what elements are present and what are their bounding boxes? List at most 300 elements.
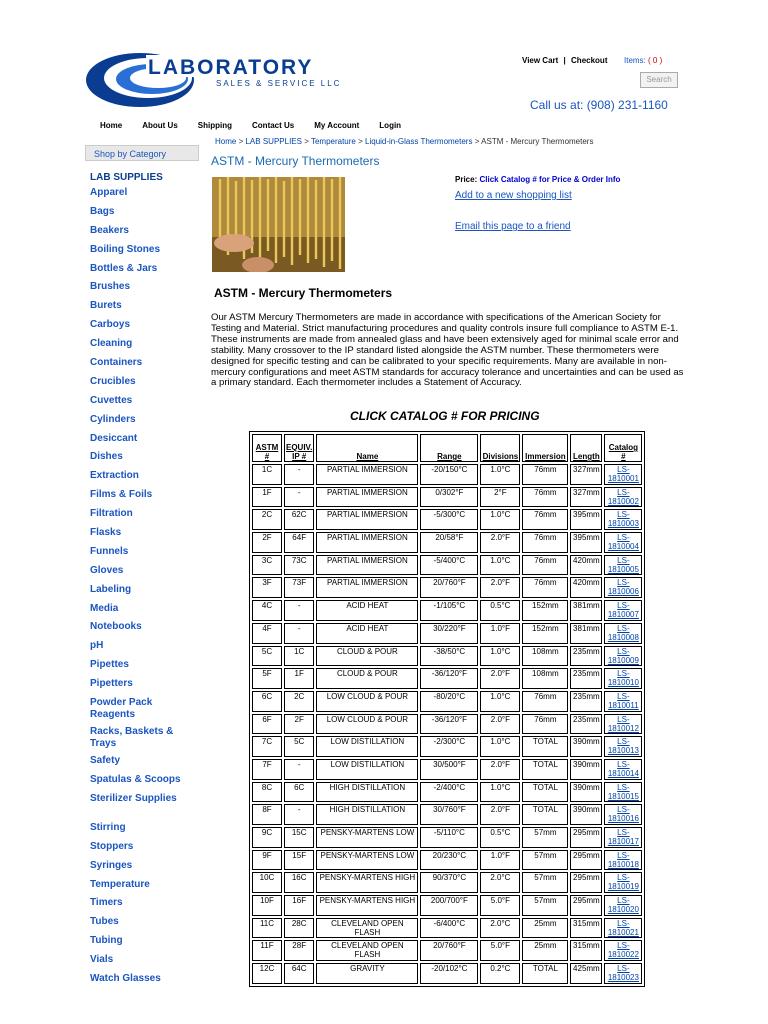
cell-name: LOW DISTILLATION: [316, 759, 418, 780]
table-row: [252, 600, 642, 621]
category-sidebar: [90, 172, 200, 992]
price-label: Price:: [455, 175, 478, 184]
cell-ip: -: [284, 464, 314, 485]
cell-name: LOW DISTILLATION: [316, 736, 418, 757]
logo-wordmark: LABORATORY: [148, 56, 314, 79]
cell-divisions: 0.2°C: [480, 963, 520, 984]
sidebar-item[interactable]: Containers: [90, 357, 143, 369]
product-description: Our ASTM Mercury Thermometers are made in accordance with specifications of the American Society for Testing and Material. Strict manufacturing procedures and quality controls insure full compliance to ASTM E-1. These instruments are made from annealed glass and have been extensively aged for minimal scale error and stability. Many crossover to the IP standard listed alongside the ASTM number. These thermometers were designed for specific testing and can be calibrated to your specific requirements. Many are available in non-mercury configurations and meet ASTM standards for accuracy tolerance and uncertainties and can be used as a primary standard. Each thermometer includes a Statement of Accuracy.: [211, 312, 684, 389]
cell-length: 420mm: [570, 555, 602, 576]
price-link[interactable]: Click Catalog # for Price & Order Info: [479, 175, 621, 184]
cell-ip: 1C: [284, 646, 314, 667]
catalog-link[interactable]: LS-1810013: [607, 737, 639, 756]
cell-name: CLOUD & POUR: [316, 646, 418, 667]
sidebar-item[interactable]: Brushes: [90, 281, 131, 293]
cell-name: PARTIAL IMMERSION: [316, 532, 418, 553]
cell-catalog: [604, 895, 642, 916]
cell-ip: 2C: [284, 691, 314, 712]
sidebar-item[interactable]: Flasks: [90, 527, 122, 539]
col-header-range: Range: [420, 434, 478, 462]
catalog-link[interactable]: LS-1810022: [607, 941, 639, 960]
add-to-shopping-list-link[interactable]: Add to a new shopping list: [455, 190, 572, 201]
cell-immersion: 57mm: [522, 850, 568, 871]
cell-divisions: 1.0°C: [480, 736, 520, 757]
col-header-catalog: Catalog #: [604, 434, 642, 462]
cell-ip: -: [284, 487, 314, 508]
cell-catalog: [604, 623, 642, 644]
logo-subtitle: SALES & SERVICE LLC: [216, 79, 342, 88]
cell-immersion: TOTAL: [522, 963, 568, 984]
cell-ip: 28F: [284, 940, 314, 961]
breadcrumb-sep: >: [358, 137, 363, 146]
cell-ip: 15F: [284, 850, 314, 871]
shop-by-category-tab[interactable]: Shop by Category: [85, 145, 199, 161]
cell-immersion: 57mm: [522, 872, 568, 893]
cell-name: CLEVELAND OPEN FLASH: [316, 918, 418, 939]
cell-divisions: 0.5°C: [480, 600, 520, 621]
phone-number: Call us at: (908) 231-1160: [530, 98, 668, 112]
cell-ip: 62C: [284, 509, 314, 530]
pricing-table-heading: CLICK CATALOG # FOR PRICING: [350, 409, 540, 423]
cell-name: LOW CLOUD & POUR: [316, 691, 418, 712]
breadcrumb-lab-supplies[interactable]: LAB SUPPLIES: [245, 137, 302, 146]
table-row: [252, 577, 642, 598]
cell-length: 425mm: [570, 963, 602, 984]
cell-range: 20/760°F: [420, 940, 478, 961]
cell-catalog: [604, 918, 642, 939]
table-row: [252, 623, 642, 644]
cell-astm: 12C: [252, 963, 282, 984]
table-row: [252, 646, 642, 667]
cell-astm: 9C: [252, 827, 282, 848]
table-row: [252, 691, 642, 712]
product-image: [212, 177, 345, 272]
cell-immersion: TOTAL: [522, 782, 568, 803]
cell-immersion: 108mm: [522, 668, 568, 689]
cell-ip: 28C: [284, 918, 314, 939]
thermometer-table: [249, 431, 645, 987]
cell-immersion: 152mm: [522, 600, 568, 621]
cell-range: 20/760°F: [420, 577, 478, 598]
cell-length: 390mm: [570, 804, 602, 825]
cell-ip: 64C: [284, 963, 314, 984]
catalog-link[interactable]: LS-1810019: [607, 873, 639, 892]
catalog-link[interactable]: LS-1810020: [607, 896, 639, 915]
catalog-link[interactable]: LS-1810001: [607, 465, 639, 483]
sidebar-heading[interactable]: LAB SUPPLIES: [90, 172, 163, 183]
cell-ip: 64F: [284, 532, 314, 553]
cell-immersion: 76mm: [522, 487, 568, 508]
sidebar-item[interactable]: Tubes: [90, 916, 119, 928]
cell-astm: 4C: [252, 600, 282, 621]
cell-length: 381mm: [570, 623, 602, 644]
table-row: [252, 918, 642, 939]
nav-login[interactable]: Login: [379, 121, 402, 130]
sidebar-item[interactable]: Pipettes: [90, 659, 129, 671]
cell-ip: 16C: [284, 872, 314, 893]
sidebar-item[interactable]: Syringes: [90, 859, 133, 871]
sidebar-item[interactable]: Temperature: [90, 878, 150, 890]
cell-length: 390mm: [570, 782, 602, 803]
sidebar-item[interactable]: Tubing: [90, 935, 123, 947]
cell-immersion: 57mm: [522, 827, 568, 848]
cell-astm: 5C: [252, 646, 282, 667]
cell-catalog: [604, 509, 642, 530]
catalog-link[interactable]: LS-1810005: [607, 555, 639, 574]
cell-divisions: 5.0°F: [480, 895, 520, 916]
cell-catalog: [604, 782, 642, 803]
email-friend-link[interactable]: Email this page to a friend: [455, 221, 571, 232]
cell-length: 295mm: [570, 827, 602, 848]
table-row: [252, 895, 642, 916]
cell-range: -20/150°C: [420, 464, 478, 485]
cell-catalog: [604, 691, 642, 712]
cell-name: LOW CLOUD & POUR: [316, 714, 418, 735]
sidebar-item[interactable]: Stirring: [90, 821, 126, 833]
nav-contact-us[interactable]: Contact Us: [252, 121, 295, 130]
cell-ip: -: [284, 623, 314, 644]
cell-divisions: 1.0°F: [480, 850, 520, 871]
table-row: [252, 714, 642, 735]
breadcrumb-home[interactable]: Home: [215, 137, 237, 146]
checkout-link[interactable]: Checkout: [571, 56, 608, 65]
cell-catalog: [604, 600, 642, 621]
cell-range: 30/220°F: [420, 623, 478, 644]
col-header-divisions: Divisions: [480, 434, 520, 462]
table-row: [252, 782, 642, 803]
cell-ip: 5C: [284, 736, 314, 757]
catalog-link[interactable]: LS-1810011: [608, 691, 639, 710]
breadcrumb-temperature[interactable]: Temperature: [310, 137, 356, 146]
cell-range: -80/20°C: [420, 691, 478, 712]
product-heading: ASTM - Mercury Thermometers: [214, 286, 393, 300]
cell-immersion: 152mm: [522, 623, 568, 644]
catalog-link[interactable]: LS-1810004: [607, 533, 639, 552]
sidebar-item[interactable]: Media: [90, 602, 119, 614]
cell-catalog: [604, 646, 642, 667]
cell-divisions: 1.0°C: [480, 691, 520, 712]
cell-immersion: 108mm: [522, 646, 568, 667]
cell-catalog: [604, 827, 642, 848]
sidebar-item[interactable]: Funnels: [90, 545, 129, 557]
cell-immersion: 76mm: [522, 714, 568, 735]
sidebar-item[interactable]: Films & Foils: [90, 489, 153, 501]
cell-divisions: 5.0°F: [480, 940, 520, 961]
cell-range: 0/302°F: [420, 487, 478, 508]
sidebar-item[interactable]: Cuvettes: [90, 394, 133, 406]
cell-length: 390mm: [570, 759, 602, 780]
cell-range: -2/400°C: [420, 782, 478, 803]
catalog-link[interactable]: LS-1810017: [607, 828, 639, 846]
col-header-immersion: Immersion: [522, 434, 568, 462]
table-row: [252, 940, 642, 961]
cell-ip: 1F: [284, 668, 314, 689]
cell-name: HIGH DISTILLATION: [316, 782, 418, 803]
table-row: [252, 804, 642, 825]
cell-name: PENSKY-MARTENS HIGH: [316, 895, 418, 916]
cell-immersion: 76mm: [522, 464, 568, 485]
cell-name: HIGH DISTILLATION: [316, 804, 418, 825]
nav-my-account[interactable]: My Account: [314, 121, 360, 130]
catalog-link[interactable]: LS-1810010: [607, 669, 639, 688]
breadcrumb-sep: >: [238, 137, 244, 146]
cell-range: -5/400°C: [420, 555, 478, 576]
breadcrumb-current: ASTM - Mercury Thermometers: [481, 137, 594, 146]
col-header-ip: EQUIV. IP #: [284, 434, 314, 462]
table-row: [252, 668, 642, 689]
table-row: [252, 555, 642, 576]
cell-catalog: [604, 850, 642, 871]
cell-immersion: TOTAL: [522, 804, 568, 825]
cell-range: -6/400°C: [420, 918, 478, 939]
cell-astm: 11F: [252, 940, 282, 961]
table-row: [252, 850, 642, 871]
sidebar-item[interactable]: Crucibles: [90, 375, 136, 387]
catalog-link[interactable]: LS-1810018: [607, 850, 639, 869]
cell-catalog: [604, 714, 642, 735]
sidebar-item[interactable]: Watch Glasses: [90, 972, 161, 984]
table-row: [252, 827, 642, 848]
cell-length: 381mm: [570, 600, 602, 621]
cell-divisions: 2.0°F: [480, 759, 520, 780]
cell-range: -5/300°C: [420, 509, 478, 530]
sidebar-item[interactable]: Sterilizer Supplies: [90, 792, 177, 804]
items-label: Items:: [624, 56, 646, 65]
cell-astm: 1F: [252, 487, 282, 508]
cart-items-indicator[interactable]: [624, 56, 662, 65]
sidebar-item[interactable]: Cleaning: [90, 338, 133, 350]
cell-astm: 7C: [252, 736, 282, 757]
breadcrumb-liquid-in-glass[interactable]: Liquid-in-Glass Thermometers: [365, 137, 473, 146]
cell-catalog: [604, 532, 642, 553]
cell-ip: 2F: [284, 714, 314, 735]
catalog-link[interactable]: LS-1810015: [607, 782, 639, 801]
breadcrumb: [215, 137, 593, 146]
sidebar-item[interactable]: Bottles & Jars: [90, 262, 158, 274]
nav-shipping[interactable]: Shipping: [197, 121, 233, 130]
cell-length: 315mm: [570, 918, 602, 939]
cell-astm: 3C: [252, 555, 282, 576]
cell-range: 20/58°F: [420, 532, 478, 553]
catalog-link[interactable]: LS-1810023: [607, 964, 639, 983]
cell-ip: 16F: [284, 895, 314, 916]
cell-name: PENSKY-MARTENS LOW: [316, 850, 418, 871]
main-nav: [100, 121, 421, 130]
table-row: [252, 509, 642, 530]
cell-immersion: 25mm: [522, 918, 568, 939]
cell-catalog: [604, 577, 642, 598]
table-row: [252, 872, 642, 893]
cell-divisions: 2°F: [480, 487, 520, 508]
cell-name: PARTIAL IMMERSION: [316, 555, 418, 576]
cell-astm: 7F: [252, 759, 282, 780]
sidebar-item[interactable]: Notebooks: [90, 621, 142, 633]
cell-name: ACID HEAT: [316, 623, 418, 644]
table-row: [252, 963, 642, 984]
cell-immersion: 76mm: [522, 509, 568, 530]
catalog-link[interactable]: LS-1810014: [607, 759, 639, 778]
catalog-link[interactable]: LS-1810007: [607, 601, 639, 620]
sidebar-item[interactable]: Pipetters: [90, 678, 133, 690]
cell-length: 395mm: [570, 532, 602, 553]
cell-range: 30/760°F: [420, 804, 478, 825]
catalog-link[interactable]: LS-1810003: [607, 510, 639, 529]
cell-divisions: 1.0°C: [480, 646, 520, 667]
view-cart-link[interactable]: View Cart: [522, 56, 559, 65]
cell-ip: 6C: [284, 782, 314, 803]
cell-name: PENSKY-MARTENS LOW: [316, 827, 418, 848]
cell-ip: -: [284, 759, 314, 780]
cell-astm: 9F: [252, 850, 282, 871]
cell-divisions: 2.0°F: [480, 804, 520, 825]
cell-length: 295mm: [570, 872, 602, 893]
site-logo[interactable]: [84, 48, 344, 112]
items-count: ( 0 ): [648, 56, 663, 65]
cell-range: 200/700°F: [420, 895, 478, 916]
cell-immersion: 76mm: [522, 555, 568, 576]
cell-ip: -: [284, 804, 314, 825]
cell-divisions: 2.0°F: [480, 532, 520, 553]
cell-immersion: 25mm: [522, 940, 568, 961]
catalog-link[interactable]: LS-1810002: [607, 487, 639, 506]
cell-divisions: 1.0°C: [480, 464, 520, 485]
cell-name: CLOUD & POUR: [316, 668, 418, 689]
sidebar-item[interactable]: Bags: [90, 205, 115, 217]
cell-catalog: [604, 464, 642, 485]
col-header-name: Name: [316, 434, 418, 462]
table-row: [252, 532, 642, 553]
cell-range: -36/120°F: [420, 668, 478, 689]
nav-home[interactable]: Home: [100, 121, 123, 130]
sidebar-item[interactable]: Vials: [90, 954, 114, 966]
cell-length: 235mm: [570, 668, 602, 689]
cell-divisions: 1.0°C: [480, 555, 520, 576]
cell-name: ACID HEAT: [316, 600, 418, 621]
cell-length: 235mm: [570, 691, 602, 712]
cell-catalog: [604, 487, 642, 508]
cell-astm: 1C: [252, 464, 282, 485]
cell-immersion: 76mm: [522, 577, 568, 598]
cell-length: 295mm: [570, 895, 602, 916]
catalog-link[interactable]: LS-1810009: [607, 646, 639, 665]
cell-range: -36/120°F: [420, 714, 478, 735]
cell-name: PARTIAL IMMERSION: [316, 487, 418, 508]
catalog-link[interactable]: LS-1810008: [607, 623, 639, 642]
catalog-link[interactable]: LS-1810006: [607, 578, 639, 597]
cell-astm: 8C: [252, 782, 282, 803]
cell-astm: 8F: [252, 804, 282, 825]
sidebar-item[interactable]: Labeling: [90, 583, 132, 595]
breadcrumb-sep: >: [304, 137, 309, 146]
cell-range: -2/300°C: [420, 736, 478, 757]
cell-length: 235mm: [570, 714, 602, 735]
cell-astm: 3F: [252, 577, 282, 598]
sidebar-item[interactable]: Safety: [90, 755, 121, 767]
catalog-link[interactable]: LS-1810021: [607, 918, 639, 937]
cell-length: 327mm: [570, 487, 602, 508]
cell-catalog: [604, 555, 642, 576]
sidebar-item[interactable]: Filtration: [90, 508, 133, 520]
cell-length: 390mm: [570, 736, 602, 757]
breadcrumb-sep: >: [474, 137, 480, 146]
cell-length: 395mm: [570, 509, 602, 530]
cell-ip: 73C: [284, 555, 314, 576]
cell-divisions: 2.0°F: [480, 577, 520, 598]
cell-range: -1/105°C: [420, 600, 478, 621]
sidebar-item[interactable]: Burets: [90, 300, 122, 312]
cell-ip: 73F: [284, 577, 314, 598]
cell-astm: 6C: [252, 691, 282, 712]
cell-name: PARTIAL IMMERSION: [316, 464, 418, 485]
cell-range: 30/500°F: [420, 759, 478, 780]
search-button[interactable]: Search: [640, 72, 678, 88]
cell-immersion: 76mm: [522, 691, 568, 712]
cell-catalog: [604, 872, 642, 893]
cell-divisions: 2.0°C: [480, 872, 520, 893]
catalog-link[interactable]: LS-1810012: [607, 714, 639, 733]
top-links: [522, 56, 610, 65]
table-row: [252, 487, 642, 508]
cell-name: PARTIAL IMMERSION: [316, 509, 418, 530]
table-header-row: [252, 434, 642, 462]
table-row: [252, 464, 642, 485]
cell-divisions: 2.0°C: [480, 918, 520, 939]
col-header-length: Length: [570, 434, 602, 462]
cell-range: -5/110°C: [420, 827, 478, 848]
cell-catalog: [604, 759, 642, 780]
cell-astm: 11C: [252, 918, 282, 939]
cell-divisions: 2.0°F: [480, 714, 520, 735]
cell-range: -20/102°C: [420, 963, 478, 984]
sidebar-item[interactable]: Beakers: [90, 224, 129, 236]
sidebar-item[interactable]: Racks, Baskets & Trays: [90, 726, 174, 750]
cell-catalog: [604, 736, 642, 757]
cell-length: 295mm: [570, 850, 602, 871]
cell-astm: 6F: [252, 714, 282, 735]
cell-astm: 10F: [252, 895, 282, 916]
cell-divisions: 0.5°C: [480, 827, 520, 848]
sidebar-item[interactable]: Extraction: [90, 470, 139, 482]
sidebar-item[interactable]: Carboys: [90, 319, 131, 331]
sidebar-item[interactable]: Stoppers: [90, 840, 134, 852]
cell-immersion: 76mm: [522, 532, 568, 553]
cell-length: 315mm: [570, 940, 602, 961]
page-title: ASTM - Mercury Thermometers: [211, 154, 380, 168]
cell-name: PARTIAL IMMERSION: [316, 577, 418, 598]
sidebar-item[interactable]: Timers: [90, 897, 123, 909]
sidebar-item[interactable]: Dishes: [90, 451, 123, 463]
cell-astm: 2F: [252, 532, 282, 553]
cell-immersion: 57mm: [522, 895, 568, 916]
catalog-link[interactable]: LS-1810016: [607, 805, 639, 824]
cell-catalog: [604, 804, 642, 825]
table-row: [252, 759, 642, 780]
sidebar-item[interactable]: Apparel: [90, 187, 128, 198]
sidebar-item[interactable]: Cylinders: [90, 413, 136, 425]
cell-range: 20/230°C: [420, 850, 478, 871]
cell-catalog: [604, 940, 642, 961]
sidebar-item[interactable]: Boiling Stones: [90, 243, 160, 255]
sidebar-item[interactable]: Spatulas & Scoops: [90, 773, 181, 785]
sidebar-item[interactable]: Gloves: [90, 564, 124, 576]
nav-about-us[interactable]: About Us: [142, 121, 178, 130]
cell-divisions: 1.0°F: [480, 623, 520, 644]
cell-ip: -: [284, 600, 314, 621]
sidebar-item[interactable]: Desiccant: [90, 432, 138, 444]
col-header-astm: ASTM #: [252, 434, 282, 462]
sidebar-item[interactable]: pH: [90, 640, 104, 652]
sidebar-item[interactable]: Powder Pack Reagents: [90, 697, 153, 721]
